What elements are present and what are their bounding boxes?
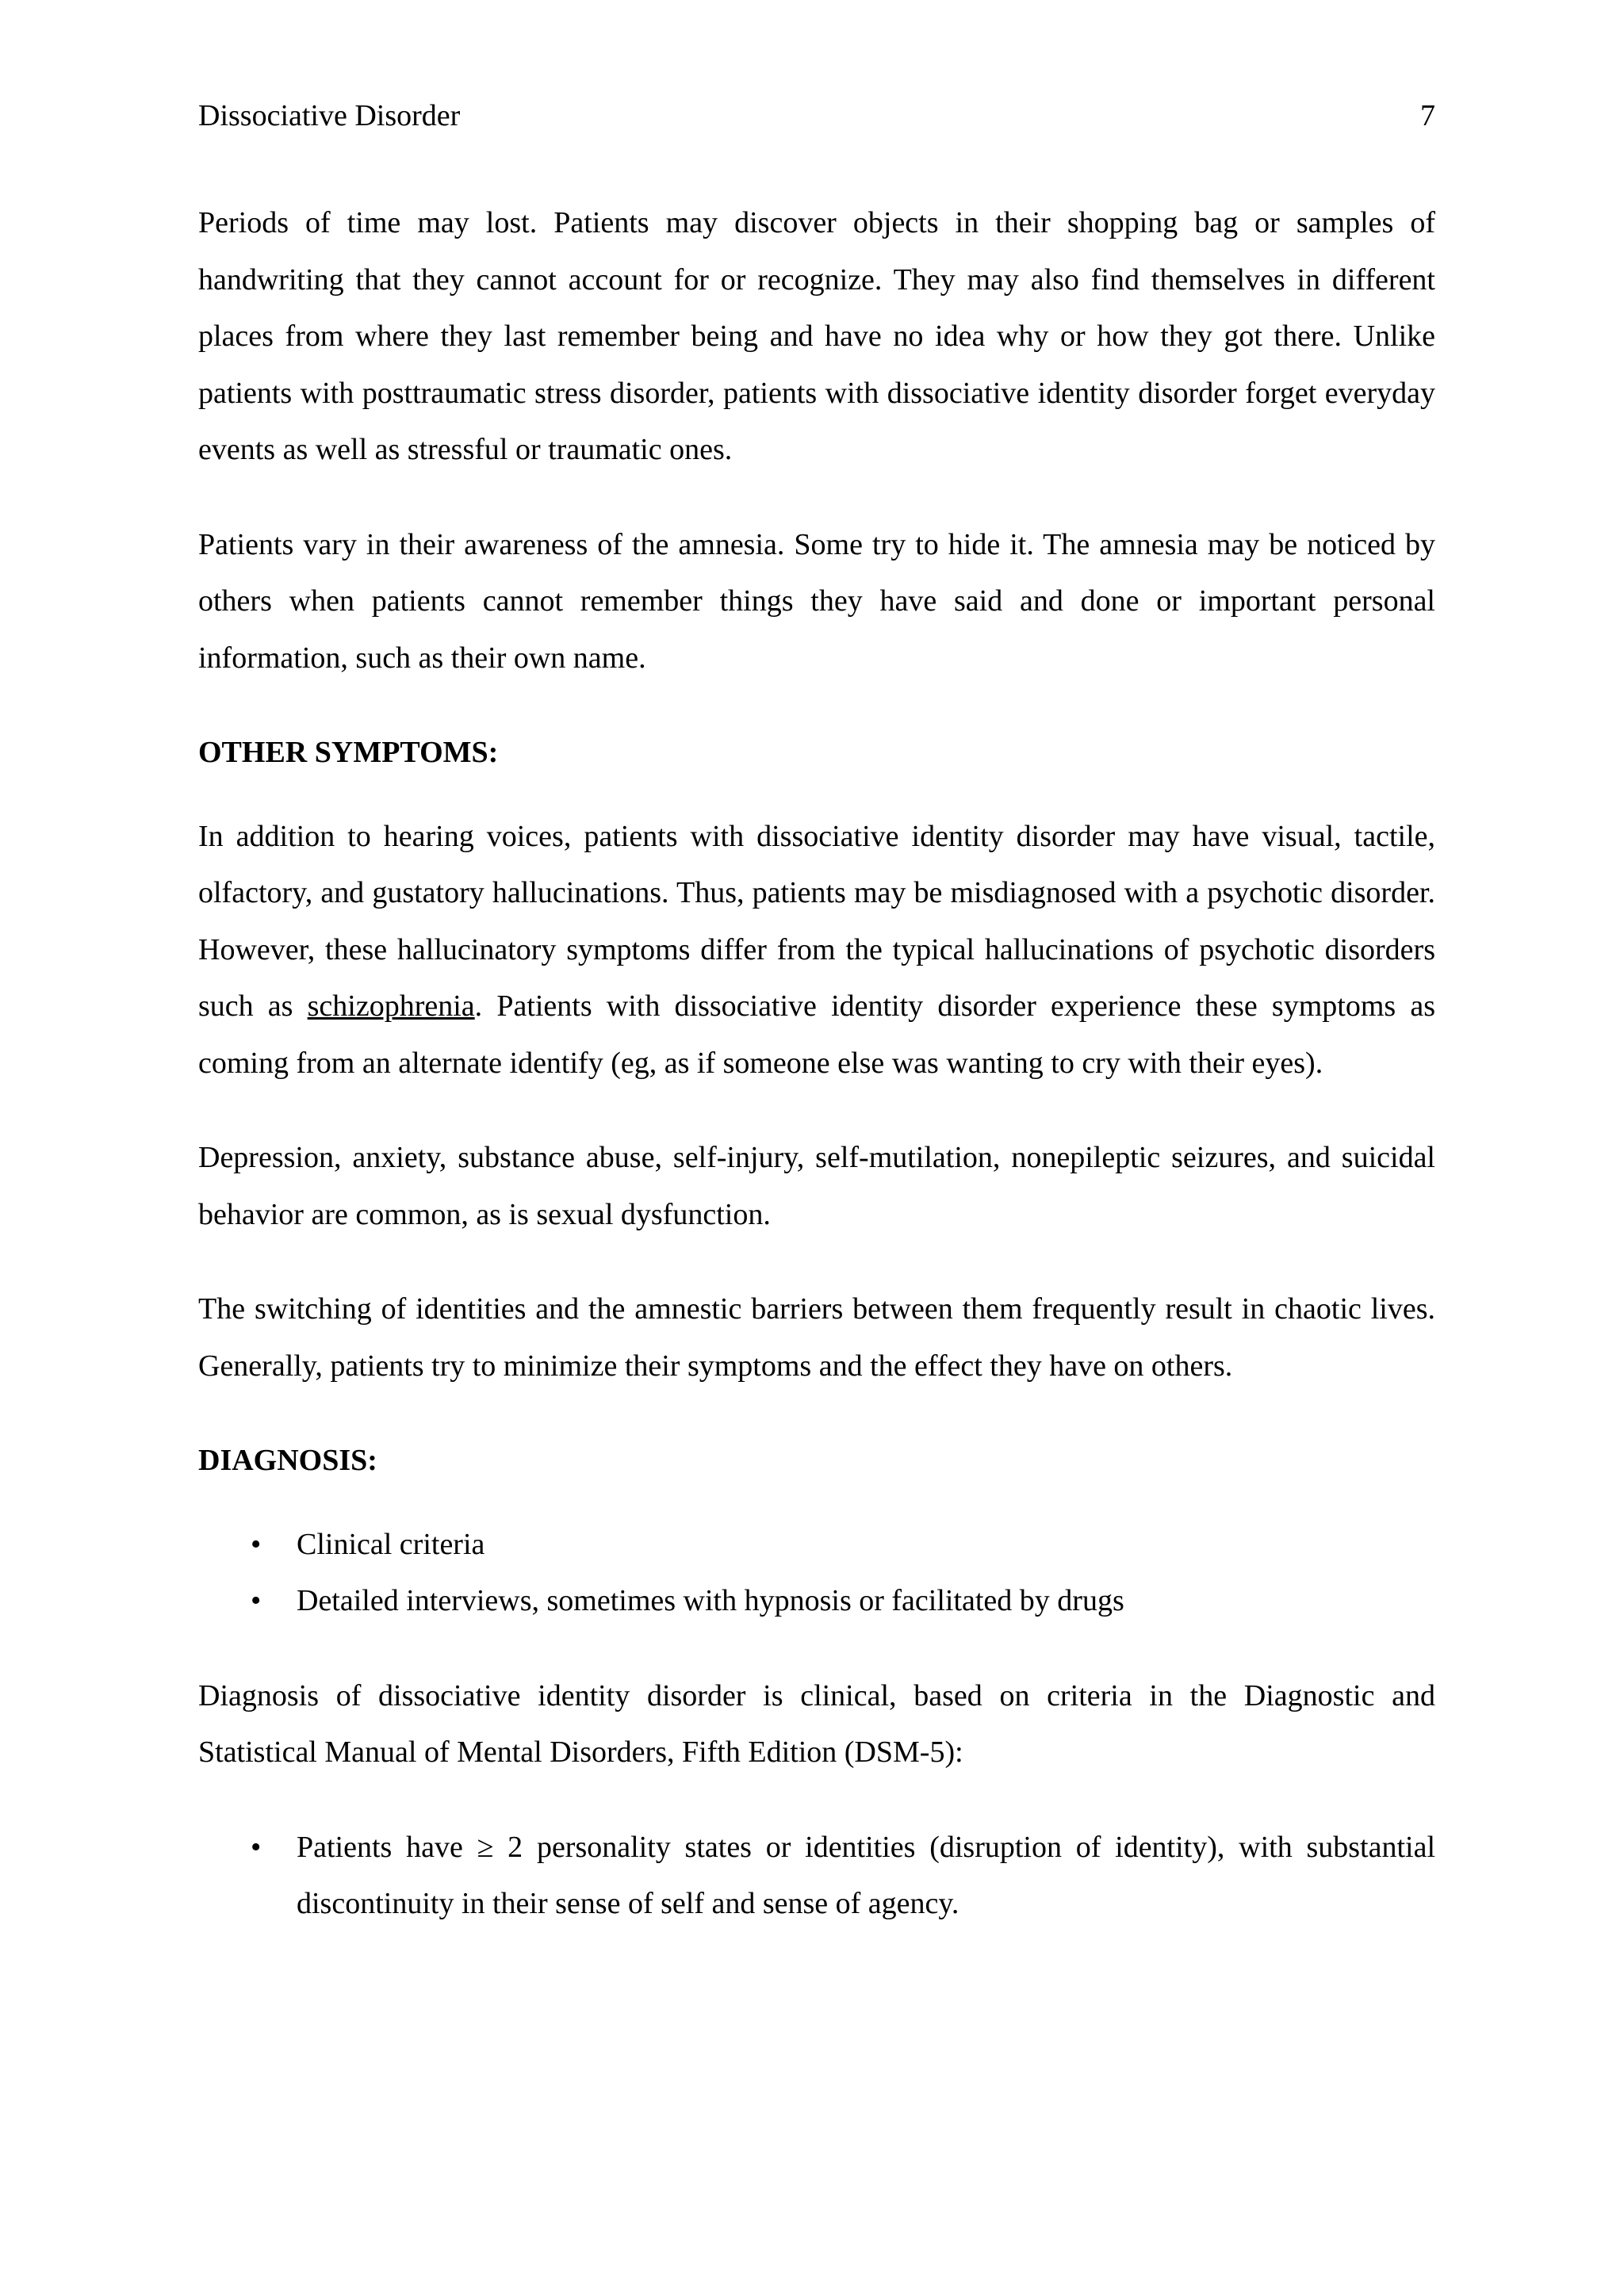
hallucinations-text-2: . Patients with dissociative identity disorder experience these symptoms as coming from an alternate identify (eg, as if someone else was wanting to cry with their eyes).: [198, 989, 1435, 1080]
list-item: [198, 1820, 1435, 1933]
paragraph-amnesia-periods: Periods of time may lost. Patients may discover objects in their shopping bag or samples of handwriting that they cannot account for or recognize. They may also find themselves in different places from where they last remember being and have no idea why or how they got there. Unlike patients with posttraumatic stress disorder, patients with dissociative identity disorder forget everyday events as well as stressful or traumatic ones.: [198, 206, 1435, 466]
header-title: Dissociative Disorder: [198, 99, 461, 132]
paragraph-switching-identities: The switching of identities and the amnestic barriers between them frequently result in chaotic lives. Generally, patients try to minimize their symptoms and the effect they have on others.: [198, 1292, 1435, 1383]
criteria-bullet-list: [198, 1820, 1435, 1933]
bullet-icon: •: [251, 1584, 262, 1617]
document-page: [198, 0, 1435, 2296]
paragraph-dsm5-criteria: Diagnosis of dissociative identity disorder is clinical, based on criteria in the Diagnostic and Statistical Manual of Mental Disorders, Fifth Edition (DSM-5):: [198, 1678, 1435, 1769]
page-number: 7: [1420, 99, 1435, 132]
running-header: [198, 97, 1435, 135]
schizophrenia-link[interactable]: schizophrenia: [307, 989, 475, 1023]
paragraph-amnesia-awareness: Patients vary in their awareness of the amnesia. Some try to hide it. The amnesia may be noticed by others when patients cannot remember things they have said and done or important personal information, such as their own name.: [198, 527, 1435, 675]
bullet-icon: •: [251, 1527, 262, 1561]
heading-other-symptoms: OTHER SYMPTOMS:: [198, 736, 499, 769]
list-item-text: Clinical criteria: [297, 1527, 485, 1561]
document-body: [198, 195, 1435, 1933]
list-item: [198, 1517, 1435, 1574]
diagnosis-bullet-list: [198, 1517, 1435, 1630]
list-item-text: Detailed interviews, sometimes with hypnosis or facilitated by drugs: [297, 1584, 1124, 1617]
hallucinations-text-1: In addition to hearing voices, patients with dissociative identity disorder may have visual, tactile, olfactory, and gustatory hallucinations. Thus, patients may be misdiagnosed with a psychotic disorder. However, these hallucinatory symptoms differ from the typical hallucinations of psychotic disorders such as: [198, 819, 1435, 1023]
heading-diagnosis: DIAGNOSIS:: [198, 1444, 377, 1477]
paragraph-comorbidities: Depression, anxiety, substance abuse, self-injury, self-mutilation, nonepileptic seizures, and suicidal behavior are common, as is sexual dysfunction.: [198, 1141, 1435, 1231]
list-item-text: Patients have ≥ 2 personality states or identities (disruption of identity), with substantial discontinuity in their sense of self and sense of agency.: [297, 1830, 1435, 1920]
paragraph-hallucinations: [198, 809, 1435, 1093]
bullet-icon: •: [251, 1830, 262, 1864]
list-item: [198, 1573, 1435, 1630]
